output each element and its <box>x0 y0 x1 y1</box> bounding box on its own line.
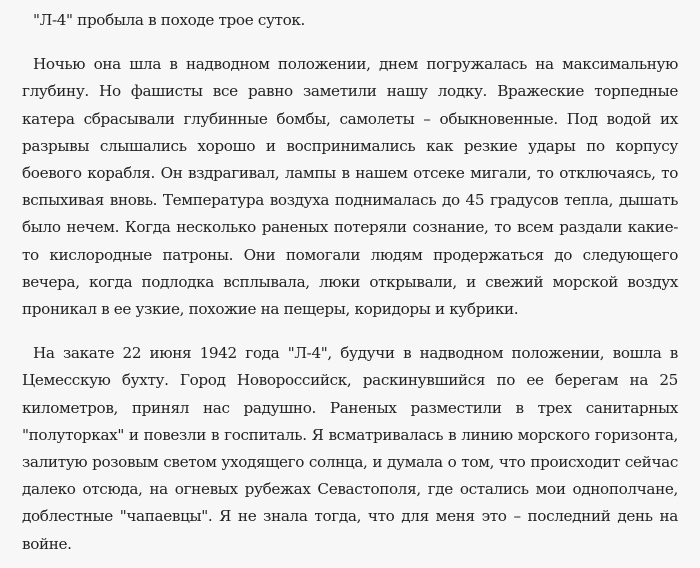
paragraph-intro: "Л-4" пробыла в походе трое суток. <box>33 11 306 29</box>
paragraph-arrival-novorossiysk: На закате 22 июня 1942 года "Л-4", будучи в надводном положении, вошла в Цемесскую бухту. Город Новороссийск, раскинувшийся по ее берегам на 25 километров, принял нас радушно. Раненых разместили в трех санитарных "полуторках" и повезли в госпиталь. Я всматривалась в линию морского горизонта, залитую розовым светом уходящего солнца, и думала о том, что происходит сейчас далеко отсюда, на огневых рубежах Севастополя, где остались мои однополчане, доблестные "чапаевцы". Я не знала тогда, что для меня это – последний день на войне. <box>22 344 678 553</box>
paragraph-submarine-voyage: Ночью она шла в надводном положении, днем погружалась на максимальную глубину. Но фашисты все равно заметили нашу лодку. Вражеские торпедные катера сбрасывали глубинные бомбы, самолеты – обыкновенные. Под водой их разрывы слышались хорошо и воспринимались как резкие удары по корпусу боевого корабля. Он вздрагивал, лампы в нашем отсеке мигали, то отключаясь, то вспыхивая вновь. Температура воздуха поднималась до 45 градусов тепла, дышать было нечем. Когда несколько раненых потеряли сознание, то всем раздали какие-то кислородные патроны. Они помогали людям продержаться до следующего вечера, когда подлодка всплывала, люки открывали, и свежий морской воздух проникал в ее узкие, похожие на пещеры, коридоры и кубрики. <box>22 55 678 319</box>
